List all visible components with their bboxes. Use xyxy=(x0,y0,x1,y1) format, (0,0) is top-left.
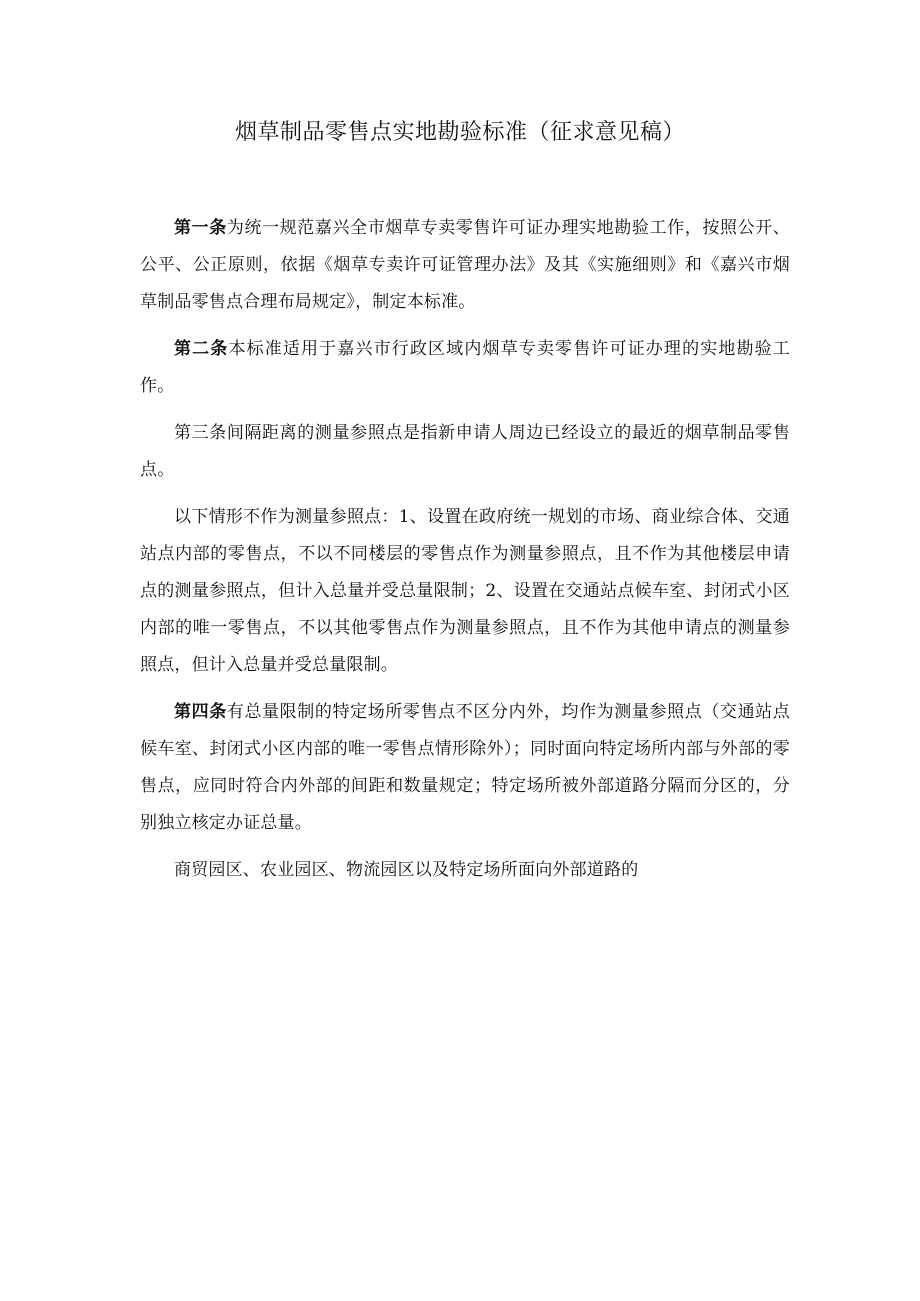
paragraph-parks xyxy=(140,852,790,889)
paragraph-text: 为统一规范嘉兴全市烟草专卖零售许可证办理实地勘验工作，按照公开、公平、公正原则，依据《烟草专卖许可证管理办法》及其《实施细则》和《嘉兴市烟草制品零售点合理布局规定》，制定本标准。 xyxy=(140,218,790,312)
article-label: 第一条 xyxy=(174,218,227,238)
paragraph-text: 本标准适用于嘉兴市行政区域内烟草专卖零售许可证办理的实地勘验工作。 xyxy=(140,339,790,396)
document-body xyxy=(140,210,790,899)
paragraph-article-3 xyxy=(140,415,790,489)
article-label: 第四条 xyxy=(174,702,227,722)
paragraph-exclusions xyxy=(140,499,790,684)
paragraph-article-4 xyxy=(140,694,790,842)
document-title: 烟草制品零售点实地勘验标准（征求意见稿） xyxy=(234,120,685,145)
paragraph-text: 商贸园区、农业园区、物流园区以及特定场所面向外部道路的 xyxy=(174,860,639,880)
article-label: 第二条 xyxy=(174,339,229,359)
paragraph-article-2 xyxy=(140,331,790,405)
paragraph-text: 有总量限制的特定场所零售点不区分内外，均作为测量参照点（交通站点候车室、封闭式小区内部的唯一零售点情形除外）；同时面向特定场所内部与外部的零售点，应同时符合内外部的间距和数量规定；特定场所被外部道路分隔而分区的，分别独立核定办证总量。 xyxy=(140,702,790,833)
paragraph-text: 以下情形不作为测量参照点：1、设置在政府统一规划的市场、商业综合体、交通站点内部的零售点，不以不同楼层的零售点作为测量参照点，且不作为其他楼层申请点的测量参照点，但计入总量并受总量限制；2、设置在交通站点候车室、封闭式小区内部的唯一零售点，不以其他零售点作为测量参照点，且不作为其他申请点的测量参照点，但计入总量并受总量限制。 xyxy=(140,507,790,675)
paragraph-text: 第三条间隔距离的测量参照点是指新申请人周边已经设立的最近的烟草制品零售点。 xyxy=(140,423,790,480)
paragraph-article-1 xyxy=(140,210,790,321)
